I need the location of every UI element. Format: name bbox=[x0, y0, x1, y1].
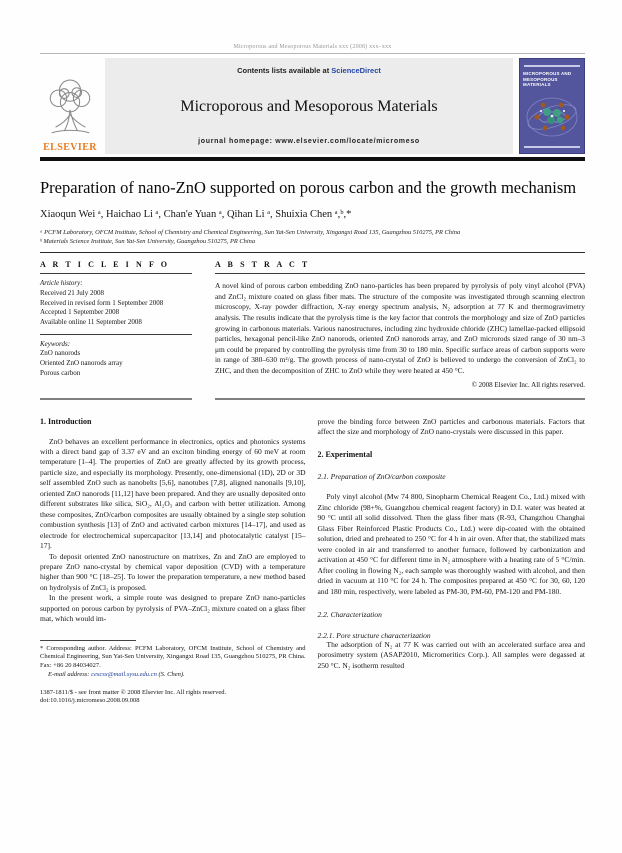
intro-paragraph-3: In the present work, a simple route was designed to prepare ZnO nano-particles supported on porous carbon by pyrolysis of PVA–ZnCl₂ mixture coated on a glass fiber mat, which would im- bbox=[40, 593, 306, 624]
email-suffix: (S. Chen). bbox=[156, 670, 185, 678]
sec-2-1-heading: 2.1. Preparation of ZnO/carbon composite bbox=[317, 472, 446, 482]
footnote-rule bbox=[40, 640, 136, 641]
sciencedirect-link[interactable]: ScienceDirect bbox=[331, 66, 381, 75]
history-item: Accepted 1 September 2008 bbox=[40, 308, 120, 317]
sec-2-2-1-paragraph: The adsorption of N₂ at 77 K was carried out with an accelerated surface area and porosimetry system (ASAP2010, Micromeritics Corp.). All samples were degassed at 250 °C. N₂ isotherm resulted bbox=[317, 639, 585, 670]
keyword-item: Porous carbon bbox=[40, 368, 81, 377]
corresponding-author-note: * Corresponding author. Address: PCFM Laboratory, OFCM Institute, School of Chemistry and Chemical Engineering, Sun Yat-Sen University, Xingangxi Road 135, Guangzhou 510275, PR China. Fax: +86 20 84034027. bbox=[40, 644, 306, 670]
abstract-text: A novel kind of porous carbon embedding ZnO nano-particles has been prepared by pyrolysis of poly vinyl alcohol (PVA) and ZnCl₂ mixture coated on glass fiber mats. The structure of the composite was investigated through scanning electron microscopy, X-ray powder diffraction, X-ray energy spectrum analysis, N₂ adsorption at 77 K and thermogravimetry analysis. The results indicate that the pyrolysis time is the key factor that controls the morphology and size of ZnO particles growing in carbonous materials. Various nanostructures, including zinc hydroxide chloride (ZHC) lamellae-packed ellipsoid particles, hexagonal pencil-like ZnO nanorods, oriented ZnO nanorods array, and ZnO microrods sized range of 30 nm–3 μm could be prepared by controlling the pyrolysis time from 30 to 180 min. Specific surface areas of carbon supports were in range of 380–630 m²/g. The growth process of nano-crystal of ZnO is believed to undergo the conversion of ZnCl₂ to ZHC, and then the decomposition of ZHC to ZnO while they were heated at 450 °C. bbox=[215, 281, 585, 375]
elsevier-logo bbox=[40, 58, 100, 154]
sec-2-2-1-heading: 2.2.1. Pore structure characterization bbox=[317, 630, 431, 640]
intro-paragraph-1: ZnO behaves an excellent performance in electronics, optics and photonics systems with a direct band gap of 3.37 eV and an exciton binding energy of 60 meV at room temperature [1–4]. The properties of ZnO are greatly affected by its growth process, particle size, and especially its morphology. Presently, one-dimensional (1D), 2D or 3D self assembled ZnO such as nanobelts [5,6], nanotubes [7,8], aligned nanonails [9,10], oriented ZnO nanorods [11,12] have been prepared. And they are usually deposited onto different substrates like silica, SiO₂, Al₂O₃ and carbon with better utilization. Among these composites, ZnO/carbon composites are usually obtained by a single step solution combustion synthesis [13] of ZnO and activated carbon mixtures [14–17], and used as electrode for electrochemical supercapacitor [13,14] and photocatalytic catalyst [15–17]. bbox=[40, 436, 306, 551]
affiliation-a: ᵃ PCFM Laboratory, OFCM Institute, School of Chemistry and Chemical Engineering, Sun Yat-Sen University, Xingangxi Road 135, Guangzhou 510275, PR China bbox=[40, 229, 461, 236]
body-column-right bbox=[318, 417, 586, 706]
rule bbox=[40, 334, 192, 335]
article-info-column bbox=[40, 260, 192, 399]
header-divider-bar bbox=[40, 157, 585, 161]
cover-molecule-art bbox=[523, 129, 581, 146]
body-column-left bbox=[40, 417, 306, 706]
copyright-line: © 2008 Elsevier Inc. All rights reserved. bbox=[471, 380, 585, 389]
keyword-item: Oriented ZnO nanorods array bbox=[40, 359, 123, 368]
abstract-heading: A B S T R A C T bbox=[215, 260, 310, 270]
doi-link[interactable]: doi:10.1016/j.micromeso.2008.09.008 bbox=[40, 697, 140, 705]
continuation-paragraph: prove the binding force between ZnO particles and carbonous materials. Factors that affect the size and morphology of ZnO nano-crystals were discussed in this paper. bbox=[317, 416, 585, 436]
running-head: Microporous and Mesoporous Materials xxx (2008) xxx–xxx bbox=[233, 44, 392, 50]
author-line: Xiaoqun Wei ᵃ, Haichao Li ᵃ, Chan'e Yuan ᵃ, Qihan Li ᵃ, Shuixia Chen ᵃ,ᵇ,* bbox=[40, 209, 352, 220]
journal-header-box bbox=[105, 58, 513, 154]
journal-title: Microporous and Mesoporous Materials bbox=[180, 97, 438, 115]
history-item: Received 21 July 2008 bbox=[40, 288, 104, 297]
affiliations bbox=[40, 229, 585, 246]
rule bbox=[40, 273, 192, 274]
elsevier-wordmark: ELSEVIER bbox=[43, 142, 97, 153]
keyword-item: ZnO nanorods bbox=[40, 349, 81, 358]
abstract-column bbox=[215, 260, 585, 399]
elsevier-tree-icon bbox=[45, 76, 95, 141]
cover-bottom-line bbox=[524, 146, 580, 148]
cover-title: MICROPOROUS AND MESOPOROUS MATERIALS bbox=[523, 71, 572, 87]
footnote-block bbox=[40, 640, 306, 706]
masthead bbox=[40, 58, 585, 154]
journal-cover-thumbnail bbox=[519, 58, 585, 154]
top-rule bbox=[40, 53, 585, 54]
sec-2-1-paragraph: Poly vinyl alcohol (Mw 74 800, Sinopharm Chemical Reagent Co., Ltd.) mixed with Zinc chloride (98+%, Guangzhou chemical reagent factory) in D.I. water was heated at 90 °C until all solid dissolved. Then the glass fiber mats (R-93, Changzhou Changhai Glass Fiber Reinforced Plastic Products Co., Ltd.) were dip-coated with the obtained solution, dried and preheated to 250 °C for 4 h in air oven. After that, the stabilized mats were cooled in air and transferred to another furnace, followed by carbonization and activation at 450 °C for different time in N₂ atmosphere with a heating rate of 5 °C/min. After cooling in flowing N₂, each sample was thoroughly washed with alcohol, and then dried in vacuum at 110 °C for 24 h. The composites prepared at 450 °C for 30, 60, 120 and 180 min, respectively, were labeled as PM-30, PM-60, PM-120 and PM-180. bbox=[317, 492, 585, 596]
email-link[interactable]: cescsx@mail.sysu.edu.cn bbox=[91, 670, 157, 678]
keywords-label: Keywords: bbox=[40, 339, 71, 348]
sec-2-2-heading: 2.2. Characterization bbox=[317, 609, 382, 619]
article-body bbox=[40, 417, 585, 706]
experimental-heading: 2. Experimental bbox=[317, 450, 373, 460]
cover-top-line bbox=[524, 65, 580, 67]
contents-line-text: Contents lists available at bbox=[237, 66, 332, 75]
history-item: Available online 11 September 2008 bbox=[40, 318, 142, 326]
article-history-label: Article history: bbox=[40, 279, 83, 288]
contents-line bbox=[109, 66, 509, 75]
affiliation-b: ᵇ Materials Science Institute, Sun Yat-Sen University, Guangzhou 510275, PR China bbox=[40, 237, 256, 245]
info-abstract-block bbox=[40, 260, 585, 399]
issn-doi-block bbox=[40, 689, 306, 706]
intro-paragraph-2: To deposit oriented ZnO nanostructure on matrixes, Zn and ZnO are employed to prepare ZnO nano-crystal by chemical vapor deposition (CVD) with a temperature higher than 900 °C [18–25]. To lower the preparation temperature, a new method based on hydrolysis of ZnCl₂ is proposed. bbox=[40, 551, 306, 592]
article-info-heading: A R T I C L E I N F O bbox=[40, 260, 170, 270]
history-item: Received in revised form 1 September 2008 bbox=[40, 298, 164, 307]
article-title: Preparation of nano-ZnO supported on porous carbon and the growth mechanism bbox=[40, 178, 577, 197]
intro-heading: 1. Introduction bbox=[40, 416, 92, 426]
section-divider-rule bbox=[40, 252, 585, 253]
rule bbox=[215, 273, 585, 274]
journal-homepage-link[interactable]: journal homepage: www.elsevier.com/locate/micromeso bbox=[198, 138, 420, 145]
issn-line: 1387-1811/$ - see front matter © 2008 Elsevier Inc. All rights reserved. bbox=[40, 688, 227, 696]
email-label: E-mail address: bbox=[48, 670, 92, 678]
email-line bbox=[48, 671, 306, 680]
